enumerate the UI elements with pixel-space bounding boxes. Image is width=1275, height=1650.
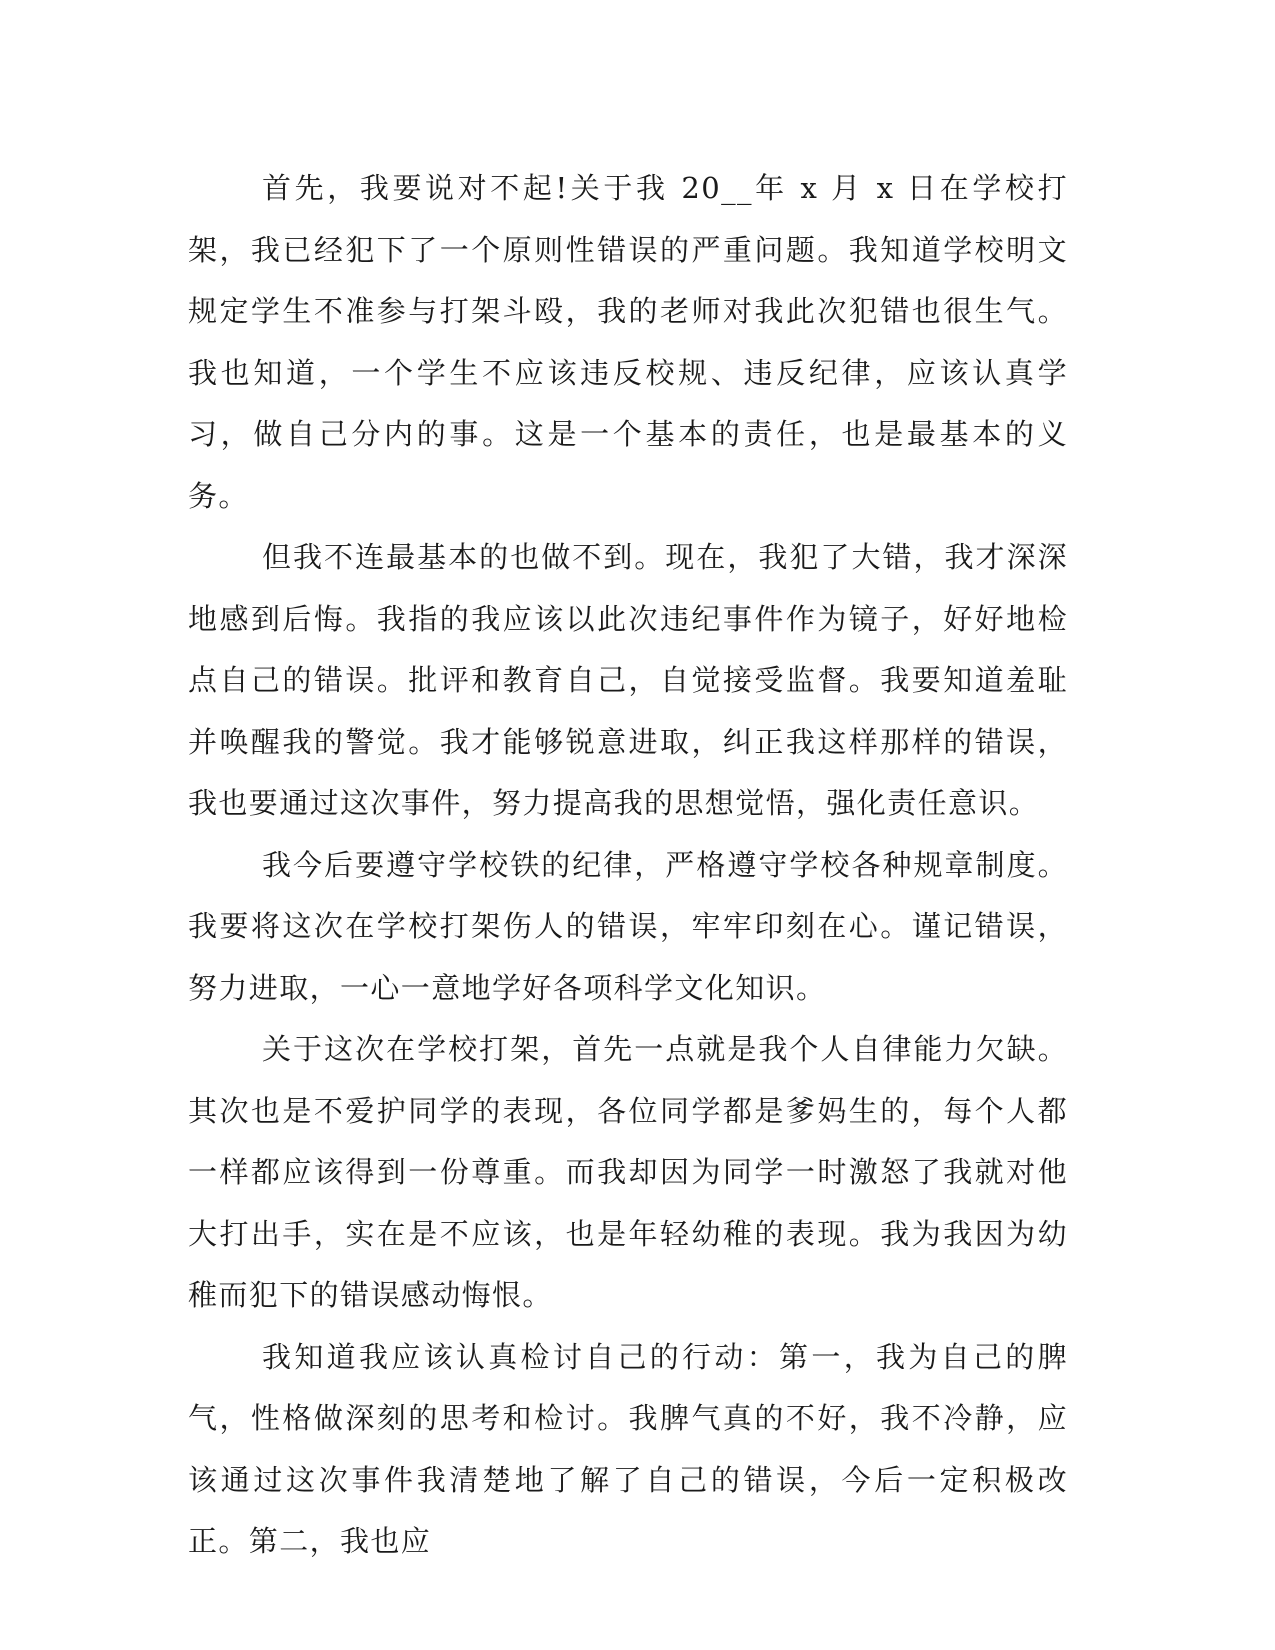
paragraph-3: 我今后要遵守学校铁的纪律，严格遵守学校各种规章制度。我要将这次在学校打架伤人的错误，牢牢印刻在心。谨记错误，努力进取，一心一意地学好各项科学文化知识。 — [188, 847, 1068, 1005]
paragraph-1: 首先，我要说对不起!关于我 20__年 x 月 x 日在学校打架，我已经犯下了一个原则性错误的严重问题。我知道学校明文规定学生不准参与打架斗殴，我的老师对我此次犯错也很生气。我也知道，一个学生不应该违反校规、违反纪律，应该认真学习，做自己分内的事。这是一个基本的责任，也是最基本的义务。 — [188, 171, 1068, 513]
paragraph-5: 我知道我应该认真检讨自己的行动：第一，我为自己的脾气，性格做深刻的思考和检讨。我脾气真的不好，我不冷静，应该通过这次事件我清楚地了解了自己的错误，今后一定积极改正。第二，我也应 — [188, 1339, 1068, 1558]
paragraph-2: 但我不连最基本的也做不到。现在，我犯了大错，我才深深地感到后悔。我指的我应该以此次违纪事件作为镜子，好好地检点自己的错误。批评和教育自己，自觉接受监督。我要知道羞耻并唤醒我的警觉。我才能够锐意进取，纠正我这样那样的错误，我也要通过这次事件，努力提高我的思想觉悟，强化责任意识。 — [188, 540, 1068, 820]
document-body — [188, 158, 1068, 1573]
paragraph-4: 关于这次在学校打架，首先一点就是我个人自律能力欠缺。其次也是不爱护同学的表现，各位同学都是爹妈生的，每个人都一样都应该得到一份尊重。而我却因为同学一时激怒了我就对他大打出手，实在是不应该，也是年轻幼稚的表现。我为我因为幼稚而犯下的错误感动悔恨。 — [188, 1032, 1068, 1312]
